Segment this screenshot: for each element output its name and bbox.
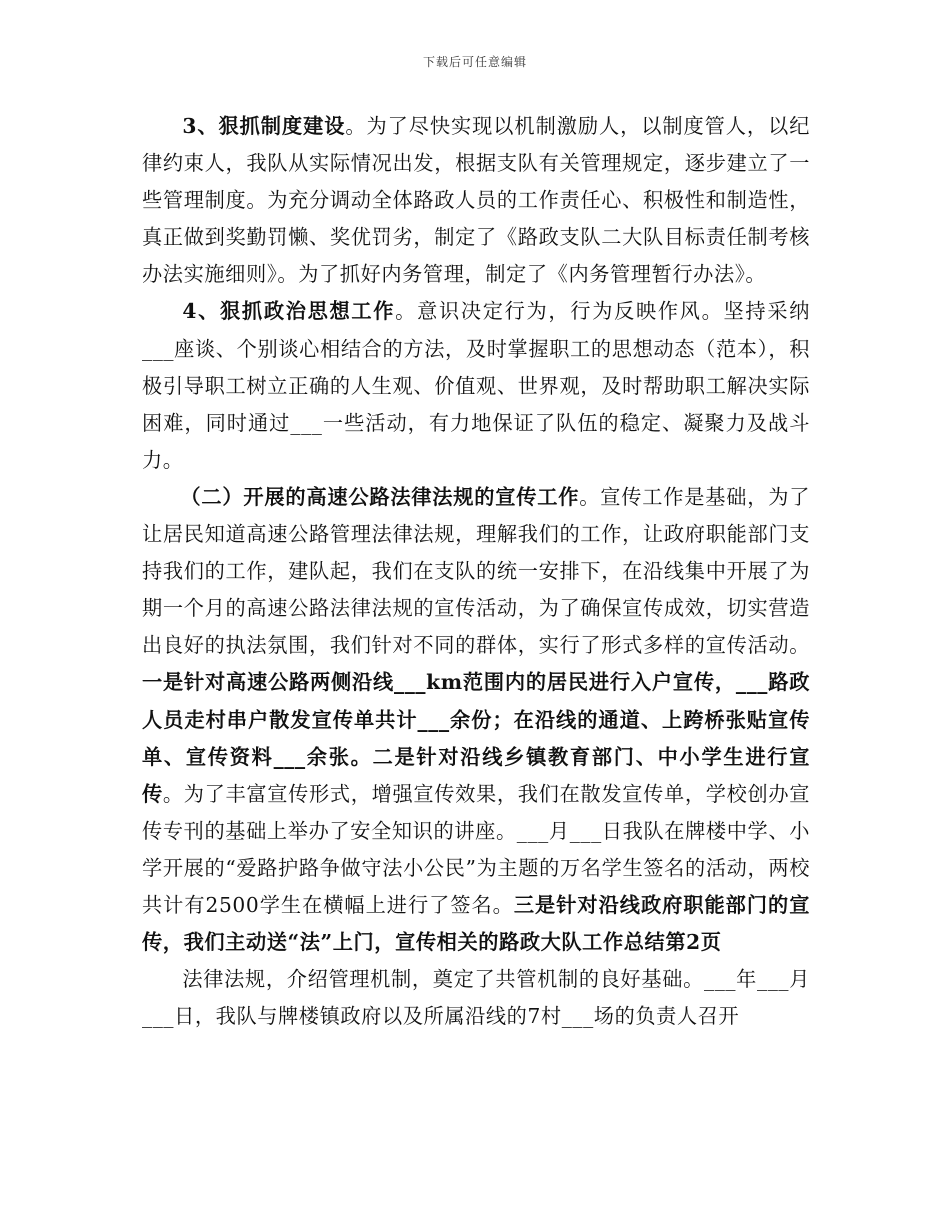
emphasis-text: 一是针对高速公路两侧沿线___km范围内的居民进行入户宣传，___路政人员走村串户散发宣传单共计___余份；在沿线的通道、上跨桥张贴宣传单、宣传资料___余张。二是针对沿线乡镇教育部门、中小学生进行宣传 [142, 670, 810, 806]
paragraph-continuation [142, 961, 810, 1035]
paragraph-text: 。为了丰富宣传形式，增强宣传效果，我们在散发宣传单，学校创办宣传专刊的基础上举办了安全知识的讲座。___月___日我队在牌楼中学、小学开展的“爱路护路争做守法小公民”为主题的万名学生签名的活动，两校共计有2500学生在横幅上进行了签名。 [142, 781, 810, 917]
section-heading: 3、狠抓制度建设 [182, 114, 346, 138]
document-body [142, 108, 810, 1035]
paragraph-publicity [142, 479, 810, 961]
emphasis-text: 三是针对沿线政府职能部门的宣传，我们主动送“法”上门，宣传相关的路政大队工作总结第2页 [142, 892, 811, 955]
paragraph-political-work [142, 293, 810, 478]
section-heading: 4、狠抓政治思想工作 [182, 299, 396, 324]
paragraph-text: 。宣传工作是基础，为了让居民知道高速公路管理法律法规，理解我们的工作，让政府职能部门支持我们的工作，建队起，我们在支队的统一安排下，在沿线集中开展了为期一个月的高速公路法律法规的宣传活动，为了确保宣传成效，切实营造出良好的执法氛围，我们针对不同的群体，实行了形式多样的宣传活动。 [142, 484, 810, 658]
section-heading: （二）开展的高速公路法律法规的宣传工作 [180, 484, 580, 509]
paragraph-text: 。为了尽快实现以机制激励人，以制度管人，以纪律约束人，我队从实际情况出发，根据支队有关管理规定，逐步建立了一些管理制度。为充分调动全体路政人员的工作责任心、积极性和制造性，真正做到奖勤罚懒、奖优罚劣，制定了《路政支队二大队目标责任制考核办法实施细则》。为了抓好内务管理，制定了《内务管理暂行办法》。 [142, 114, 810, 287]
paragraph-text: 法律法规，介绍管理机制，奠定了共管机制的良好基础。___年___月___日，我队与牌楼镇政府以及所属沿线的7村___场的负责人召开 [142, 967, 810, 1029]
paragraph-system-building [142, 108, 810, 293]
page-header: 下载后可任意编辑 [422, 55, 527, 69]
paragraph-text: 。意识决定行为，行为反映作风。坚持采纳___座谈、个别谈心相结合的方法，及时掌握职工的思想动态（范本），积极引导职工树立正确的人生观、价值观、世界观，及时帮助职工解决实际困难，同时通过___一些活动，有力地保证了队伍的稳定、凝聚力及战斗力。 [142, 299, 810, 472]
